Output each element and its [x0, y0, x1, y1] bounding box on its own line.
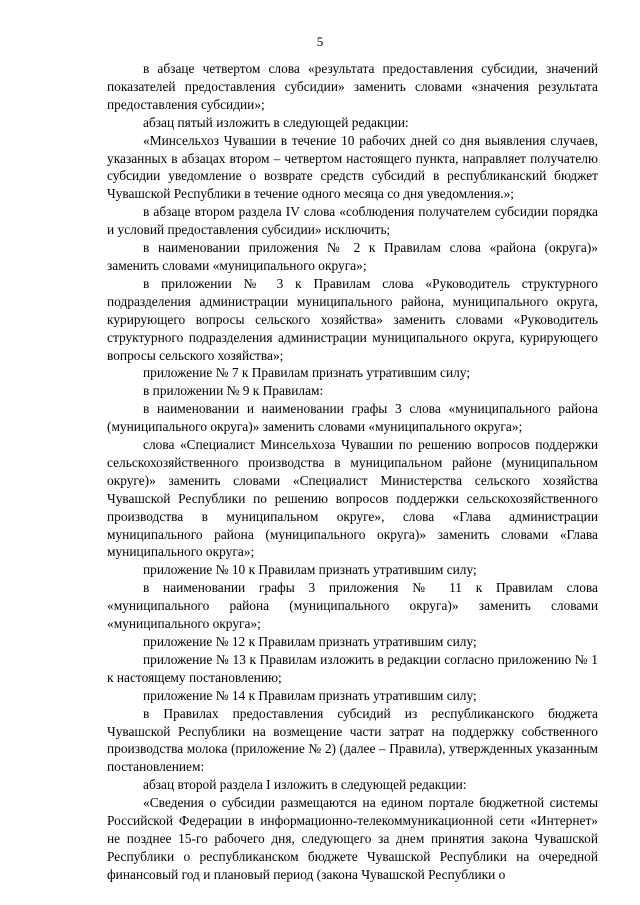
paragraph: «Сведения о субсидии размещаются на едином портале бюджетной системы Российской Федерации в информационно-телекоммуникационной сети «Интернет» не позднее 15-го рабочего дня, следующего за днем принятия закона Чувашской Республики о республиканском бюджете Чувашской Республики на очередной финансовый год и плановый период (закона Чувашской Республики о — [107, 795, 598, 882]
paragraph: в наименовании графы 3 приложения № 11 к Правилам слова «муниципального района (муниципального округа)» заменить словами «муниципального округа»; — [107, 580, 598, 632]
paragraph: приложение № 14 к Правилам признать утратившим силу; — [143, 687, 477, 703]
paragraph: в Правилах предоставления субсидий из республиканского бюджета Чувашской Республики на возмещение части затрат на поддержку собственного производства молока (приложение № 2) (далее – Правила), утвержденных указанным постановлением: — [107, 705, 598, 775]
paragraph: приложение № 13 к Правилам изложить в редакции согласно приложению № 1 к настоящему постановлению; — [107, 651, 598, 685]
paragraph: приложение № 10 к Правилам признать утратившим силу; — [143, 562, 477, 578]
document-body — [107, 60, 598, 884]
page-number: 5 — [316, 34, 324, 49]
paragraph: в абзаце втором раздела IV слова «соблюдения получателем субсидии порядка и условий предоставления субсидии» исключить; — [107, 204, 598, 238]
paragraph: в приложении № 9 к Правилам: — [143, 383, 324, 399]
paragraph: в наименовании и наименовании графы 3 слова «муниципального района (муниципального округа)» заменить словами «муниципального округа»; — [107, 401, 598, 435]
paragraph: в приложении № 3 к Правилам слова «Руководитель структурного подразделения администрации муниципального района, муниципального округа, курирующего вопросы сельского хозяйства» заменить словами «Руководитель структурного подразделения администрации муниципального округа, курирующего вопросы сельского хозяйства»; — [107, 275, 598, 363]
paragraph: приложение № 7 к Правилам признать утратившим силу; — [143, 365, 471, 381]
paragraph: в абзаце четвертом слова «результата предоставления субсидии, значений показателей предоставления субсидии» заменить словами «значения результата предоставления субсидии»; — [107, 61, 598, 112]
paragraph: в наименовании приложения № 2 к Правилам слова «района (округа)» заменить словами «муниципального округа»; — [107, 240, 598, 273]
paragraph: «Минсельхоз Чувашии в течение 10 рабочих дней со дня выявления случаев, указанных в абзацах втором – четвертом настоящего пункта, направляет получателю субсидии уведомление о возврате средств субсидий в республиканский бюджет Чувашской Республики в течение одного месяца со дня уведомления.»; — [107, 132, 598, 202]
paragraph: абзац второй раздела I изложить в следующей редакции: — [143, 777, 467, 793]
paragraph: абзац пятый изложить в следующей редакции: — [143, 114, 409, 130]
paragraph: приложение № 12 к Правилам признать утратившим силу; — [143, 634, 477, 649]
paragraph: слова «Специалист Минсельхоза Чувашии по решению вопросов поддержки сельскохозяйственного производства в муниципальном районе (муниципальном округе)» заменить словами «Специалист Министерства сельского хозяйства Чувашской Республики по решению вопросов поддержки сельскохозяйственного производства в муниципальном округе», слова «Глава администрации муниципального района (муниципального округа)» заменить словами «Глава муниципального округа»; — [107, 437, 598, 560]
